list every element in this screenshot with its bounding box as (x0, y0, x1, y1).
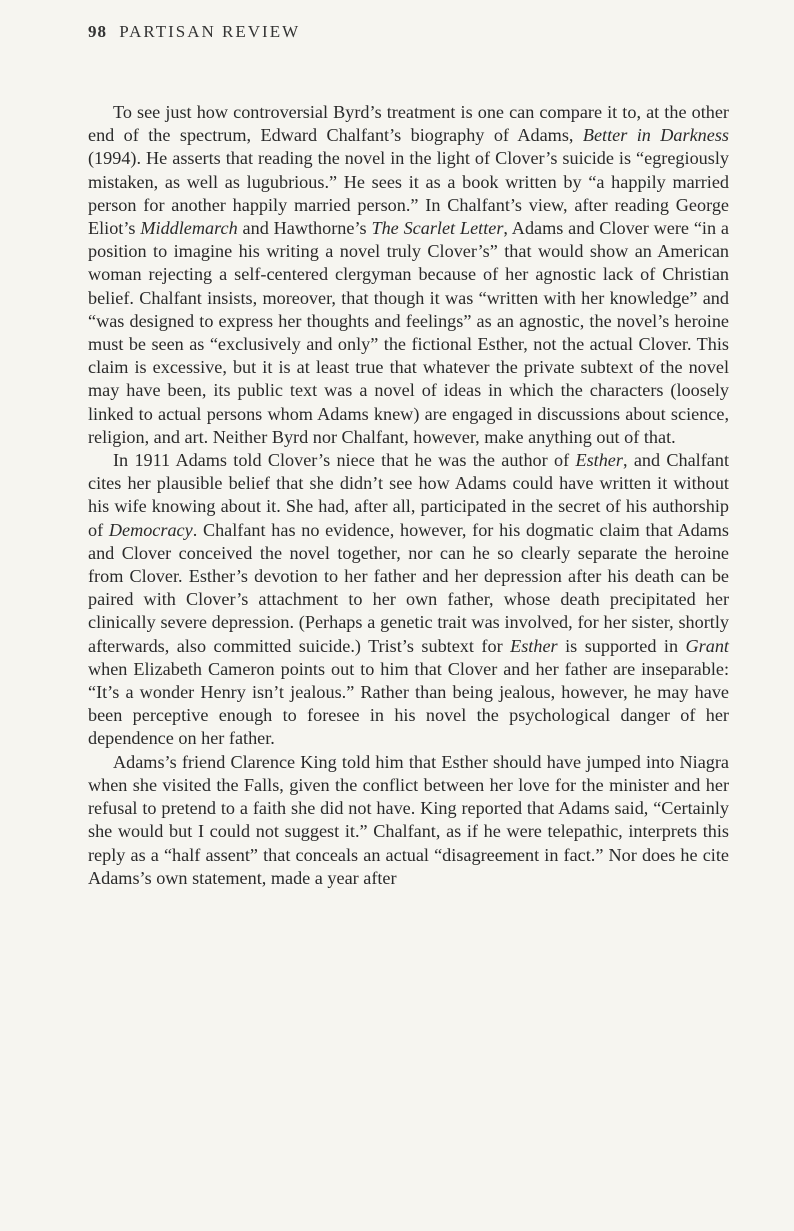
text-run: . Chalfant has no evidence, however, for his dogmatic claim that Adams and Clover conceived the novel together, nor can he so clearly separate the heroine from Clover. Esther’s devotion to her father and her depression after his death can be paired with Clover’s attachment to her own father, whose death precipitated her clinically severe depression. (Perhaps a genetic trait was involved, for her sister, shortly afterwards, also committed suicide.) Trist’s subtext for (88, 519, 729, 656)
text-run: To see just how controversial Byrd’s treatment is one can compare it to, at the other end of the spectrum, Edward Chalfant’s biography of Adams, (88, 102, 729, 146)
paragraph-3 (88, 751, 729, 890)
paragraph-1 (88, 101, 729, 449)
italic-title: Democracy (108, 519, 193, 540)
text-run: is supported in (557, 635, 686, 656)
text-run: , Adams and Clover were “in a position to imagine his writing a novel truly Clover’s” that would show an American woman rejecting a self-centered clergyman because of her agnostic lack of Christian belief. Chalfant insists, moreover, that though it was “written with her knowledge” and “was designed to express her thoughts and feelings” as an agnostic, the novel’s heroine must be seen as “exclusively and only” the fictional Esther, not the actual Clover. This claim is excessive, but it is at least true that whatever the private subtext of the novel may have been, its public text was a novel of ideas in which the characters (loosely linked to actual persons whom Adams knew) are engaged in discussions about science, religion, and art. Neither Byrd nor Chalfant, however, make anything out of that. (88, 218, 729, 447)
italic-title: Esther (510, 635, 558, 656)
italic-title: Middlemarch (140, 218, 238, 239)
body-text (88, 101, 729, 890)
text-run: Adams’s friend Clarence King told him that Esther should have jumped into Niagra when she visited the Falls, given the conflict between her love for the minister and her refusal to pretend to a faith she did not have. King reported that Adams said, “Certainly she would but I could not suggest it.” Chalfant, as if he were telepathic, interprets this reply as a “half assent” that conceals an actual “disagreement in fact.” Nor does he cite Adams’s own statement, made a year after (88, 751, 729, 888)
running-head (88, 22, 300, 42)
text-run: and Hawthorne’s (237, 218, 372, 239)
text-run: (1994). He asserts that reading the novel in the light of Clover’s suicide is “egregiously mistaken, as well as lugubrious.” He sees it as a book written by “a happily married person for another happily married person.” In Chalfant’s view, after reading George Eliot’s (88, 148, 729, 239)
italic-title: Grant (685, 635, 729, 656)
italic-title: Better in Darkness (582, 125, 729, 146)
journal-title: PARTISAN REVIEW (119, 22, 301, 41)
paragraph-2 (88, 449, 729, 751)
text-run: when Elizabeth Cameron points out to him that Clover and her father are inseparable: “It’s a wonder Henry isn’t jealous.” Rather than being jealous, however, he may have been perceptive enough to foresee in his novel the psychological danger of her dependence on her father. (88, 658, 729, 749)
page-number: 98 (88, 22, 107, 41)
text-run: In 1911 Adams told Clover’s niece that he was the author of (113, 450, 576, 471)
text-run: , and Chalfant cites her plausible belief that she didn’t see how Adams could have written it without his wife knowing about it. She had, after all, participated in the secret of his authorship of (88, 450, 729, 540)
italic-title: The Scarlet Letter (371, 218, 504, 239)
italic-title: Esther (575, 450, 623, 471)
